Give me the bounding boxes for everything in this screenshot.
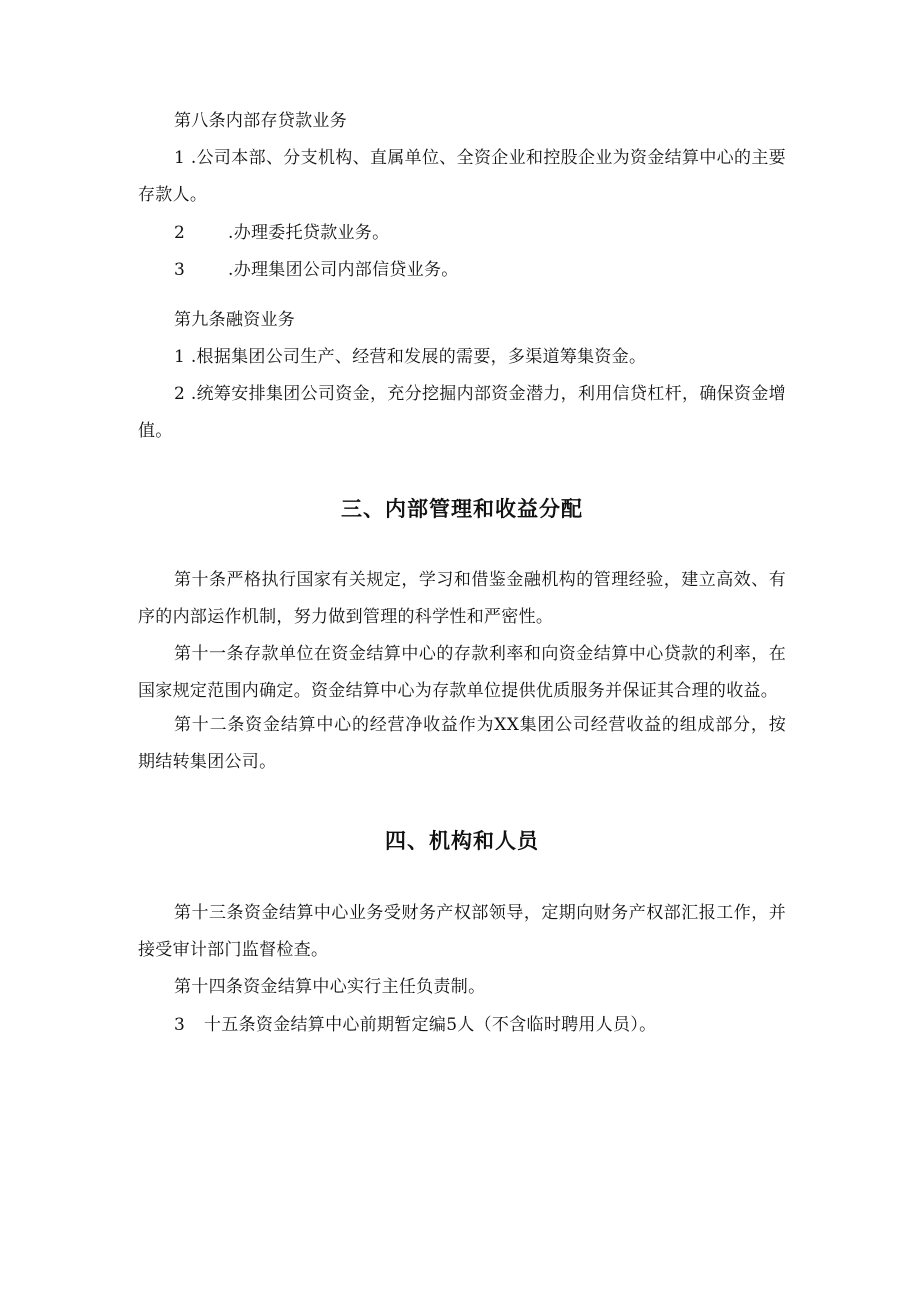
article8-item2: [174, 215, 786, 252]
article13: 第十三条资金结算中心业务受财务产权部领导，定期向财务产权部汇报工作，并接受审计部门监督检查。: [138, 903, 786, 960]
article8-item3-text: .办理集团公司内部信贷业务。: [228, 260, 459, 280]
article11: 第十一条存款单位在资金结算中心的存款利率和向资金结算中心贷款的利率，在国家规定范围内确定。资金结算中心为存款单位提供优质服务并保证其合理的收益。: [138, 644, 786, 701]
article8-item2-text: .办理委托贷款业务。: [228, 223, 390, 243]
article8-title: 第八条内部存贷款业务: [174, 111, 347, 131]
article15-text: 十五条资金结算中心前期暂定编5人（不含临时聘用人员）。: [204, 1015, 657, 1035]
article9-item2: 2 .统筹安排集团公司资金，充分挖掘内部资金潜力，利用信贷杠杆，确保资金增值。: [138, 384, 786, 441]
article10: 第十条严格执行国家有关规定，学习和借鉴金融机构的管理经验，建立高效、有序的内部运作机制，努力做到管理的科学性和严密性。: [138, 570, 786, 627]
article15-number: 3: [174, 1015, 186, 1035]
article15: [174, 1007, 786, 1044]
article9-item1: 1 .根据集团公司生产、经营和发展的需要，多渠道筹集资金。: [174, 347, 647, 367]
article14: 第十四条资金结算中心实行主任负责制。: [174, 977, 486, 997]
article8-item2-number: 2: [174, 223, 186, 243]
article8-item1: 1 .公司本部、分支机构、直属单位、全资企业和控股企业为资金结算中心的主要存款人。: [138, 148, 786, 205]
section-four-heading: 四、机构和人员: [385, 829, 539, 853]
section-three-heading: 三、内部管理和收益分配: [341, 497, 583, 521]
article9-title: 第九条融资业务: [174, 310, 296, 330]
article8-item3: [174, 252, 786, 289]
article12: 第十二条资金结算中心的经营净收益作为XX集团公司经营收益的组成部分，按期结转集团公司。: [138, 715, 786, 772]
article8-item3-number: 3: [174, 260, 186, 280]
